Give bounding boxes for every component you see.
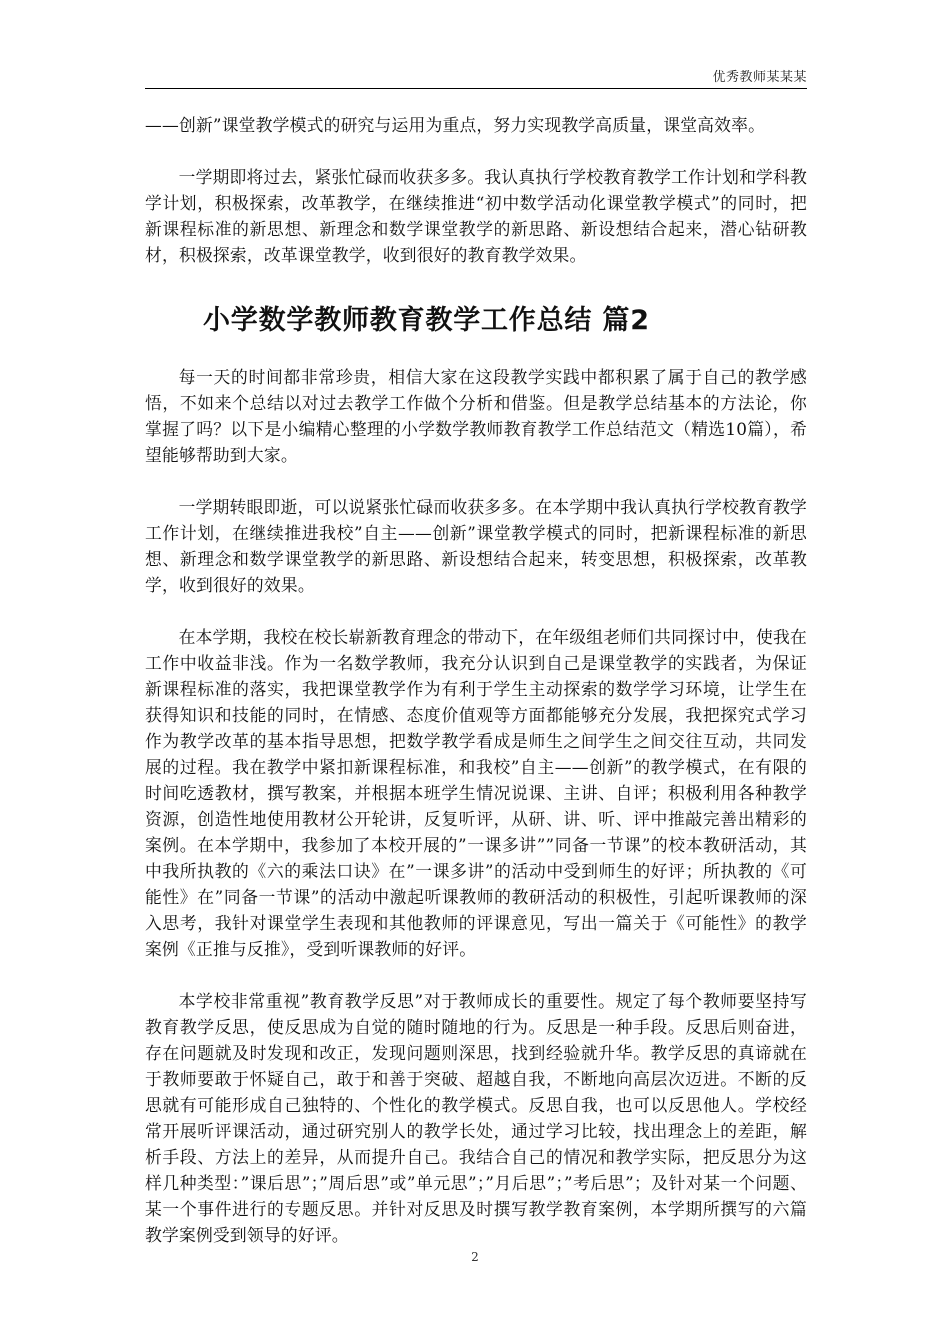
- paragraph-continuation: ——创新”课堂教学模式的研究与运用为重点，努力实现教学高质量，课堂高效率。: [145, 115, 766, 135]
- paragraph-intro: 每一天的时间都非常珍贵，相信大家在这段教学实践中都积累了属于自己的教学感悟，不如来个总结以对过去教学工作做个分析和借鉴。但是教学总结基本的方法论，你掌握了吗？以下是小编精心整理的小学数学教师教育教学工作总结范文（精选10篇），希望能够帮助到大家。: [145, 367, 807, 465]
- document-body: [145, 112, 807, 1248]
- header-author-label: 优秀教师某某某: [712, 70, 807, 85]
- section-heading: 小学数学教师教育教学工作总结 篇2: [203, 305, 650, 336]
- paragraph-semester: 一学期转眼即逝，可以说紧张忙碌而收获多多。在本学期中我认真执行学校教育教学工作计划，在继续推进我校”自主——创新”课堂教学模式的同时，把新课程标准的新思想、新理念和数学课堂教学的新思路、新设想结合起来，转变思想，积极探索，改革教学，收到很好的效果。: [145, 497, 807, 595]
- paragraph-summary: 一学期即将过去，紧张忙碌而收获多多。我认真执行学校教育教学工作计划和学科教学计划，积极探索，改革教学，在继续推进“初中数学活动化课堂教学模式”的同时，把新课程标准的新思想、新理念和数学课堂教学的新思路、新设想结合起来，潜心钻研教材，积极探索，改革课堂教学，收到很好的教育教学效果。: [145, 167, 807, 265]
- page-header: [145, 64, 807, 89]
- paragraph-teaching-research: 在本学期，我校在校长崭新教育理念的带动下，在年级组老师们共同探讨中，使我在工作中收益非浅。作为一名数学教师，我充分认识到自己是课堂教学的实践者，为保证新课程标准的落实，我把课堂教学作为有利于学生主动探索的数学学习环境，让学生在获得知识和技能的同时，在情感、态度价值观等方面都能够充分发展，我把探究式学习作为教学改革的基本指导思想，把数学教学看成是师生之间学生之间交往互动，共同发展的过程。我在教学中紧扣新课程标准，和我校”自主——创新”的教学模式，在有限的时间吃透教材，撰写教案，并根据本班学生情况说课、主讲、自评；积极利用各种教学资源，创造性地使用教材公开轮讲，反复听评，从研、讲、听、评中推敲完善出精彩的案例。在本学期中，我参加了本校开展的”一课多讲””同备一节课”的校本教研活动，其中我所执教的《六的乘法口诀》在”一课多讲”的活动中受到师生的好评；所执教的《可能性》在”同备一节课”的活动中激起听课教师的教研活动的积极性，引起听课教师的深入思考，我针对课堂学生表现和其他教师的评课意见，写出一篇关于《可能性》的教学案例《正推与反推》，受到听课教师的好评。: [145, 627, 807, 959]
- paragraph-reflection: 本学校非常重视”教育教学反思”对于教师成长的重要性。规定了每个教师要坚持写教育教学反思，使反思成为自觉的随时随地的行为。反思是一种手段。反思后则奋进，存在问题就及时发现和改正，发现问题则深思，找到经验就升华。教学反思的真谛就在于教师要敢于怀疑自己，敢于和善于突破、超越自我，不断地向高层次迈进。不断的反思就有可能形成自己独特的、个性化的教学模式。反思自我，也可以反思他人。学校经常开展听评课活动，通过研究别人的教学长处，通过学习比较，找出理念上的差距，解析手段、方法上的差异，从而提升自己。我结合自己的情况和教学实际，把反思分为这样几种类型：”课后思”；”周后思”或”单元思”；”月后思”；”考后思”；及针对某一个问题、某一个事件进行的专题反思。并针对反思及时撰写教学教育案例，本学期所撰写的六篇教学案例受到领导的好评。: [145, 991, 807, 1245]
- page-number: 2: [471, 1250, 479, 1264]
